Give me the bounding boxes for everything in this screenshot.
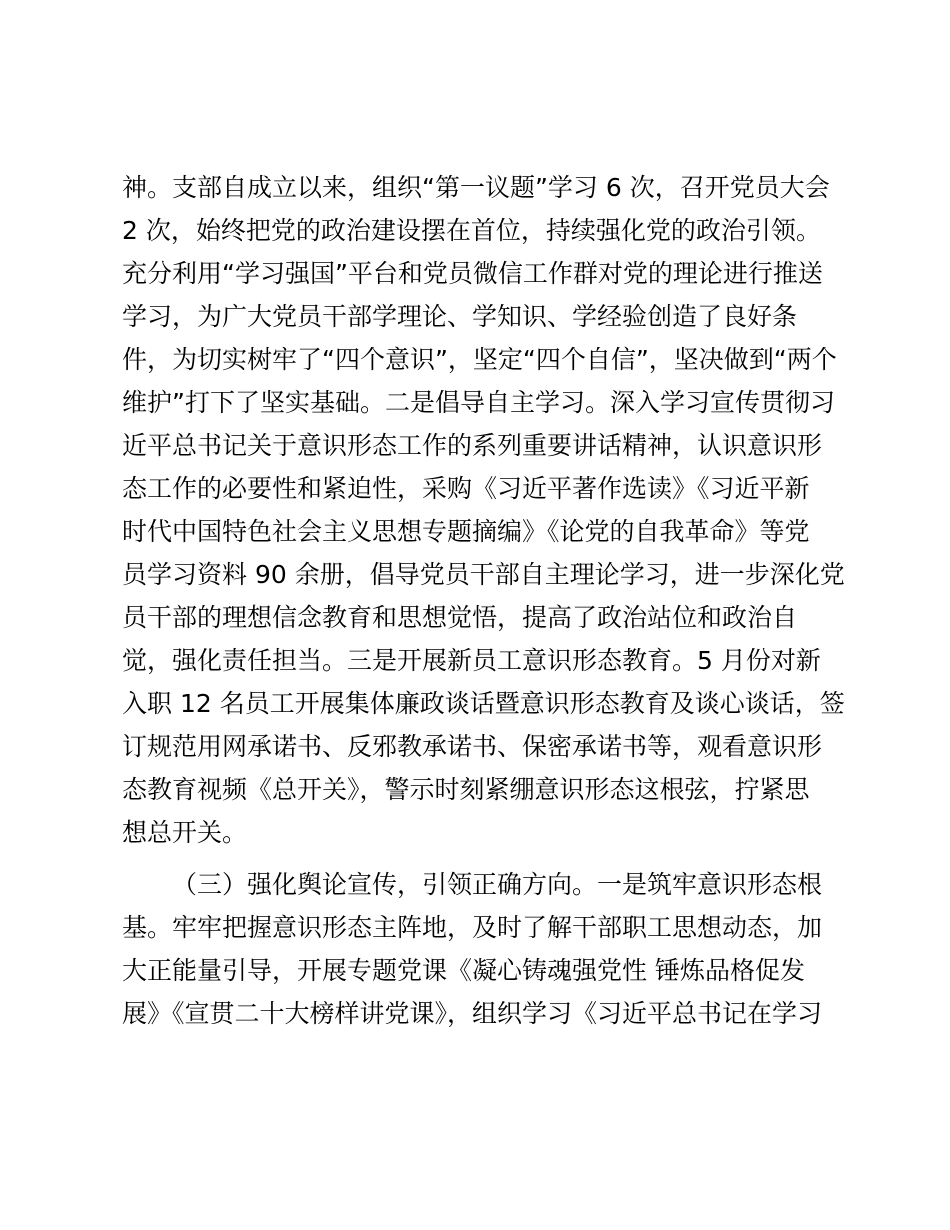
text-line: 大正能量引导，开展专题党课《凝心铸魂强党性 锤炼品格促发	[122, 956, 805, 985]
text-line: 想总开关。	[122, 818, 248, 847]
text-line: 订规范用网承诺书、反邪教承诺书、保密承诺书等，观看意识形	[122, 732, 823, 761]
text-line: 件，为切实树牢了“四个意识”，坚定“四个自信”，坚决做到“两个	[122, 345, 837, 374]
text-line: 时代中国特色社会主义思想专题摘编》《论党的自我革命》等党	[122, 517, 810, 546]
text-line: 态工作的必要性和紧迫性，采购《习近平著作选读》《习近平新	[122, 474, 810, 503]
text-line: 觉，强化责任担当。三是开展新员工意识形态教育。5 月份对新	[122, 646, 821, 675]
text-line: 学习，为广大党员干部学理论、学知识、学经验创造了良好条	[122, 302, 798, 331]
text-line: 2 次，始终把党的政治建设摆在首位，持续强化党的政治引领。	[122, 216, 821, 245]
text-line: 神。支部自成立以来，组织“第一议题”学习 6 次，召开党员大会	[122, 173, 830, 202]
text-line: 员学习资料 90 余册，倡导党员干部自主理论学习，进一步深化党	[122, 560, 845, 589]
text-line: 展》《宣贯二十大榜样讲党课》，组织学习《习近平总书记在学习	[122, 999, 823, 1028]
text-line: 入职 12 名员工开展集体廉政谈话暨意识形态教育及谈心谈话，签	[122, 689, 845, 718]
text-line: 员干部的理想信念教育和思想觉悟，提高了政治站位和政治自	[122, 603, 798, 632]
text-line: 态教育视频《总开关》，警示时刻紧绷意识形态这根弦，拧紧思	[122, 775, 810, 804]
text-line: 近平总书记关于意识形态工作的系列重要讲话精神，认识意识形	[122, 431, 823, 460]
text-line: 充分利用“学习强国”平台和党员微信工作群对党的理论进行推送	[122, 259, 823, 288]
paragraph-heading-line: （三）强化舆论宣传，引领正确方向。一是筑牢意识形态根	[172, 870, 823, 899]
text-line: 维护”打下了坚实基础。二是倡导自主学习。深入学习宣传贯彻习	[122, 388, 835, 417]
text-line: 基。牢牢把握意识形态主阵地，及时了解干部职工思想动态，加	[122, 913, 823, 942]
